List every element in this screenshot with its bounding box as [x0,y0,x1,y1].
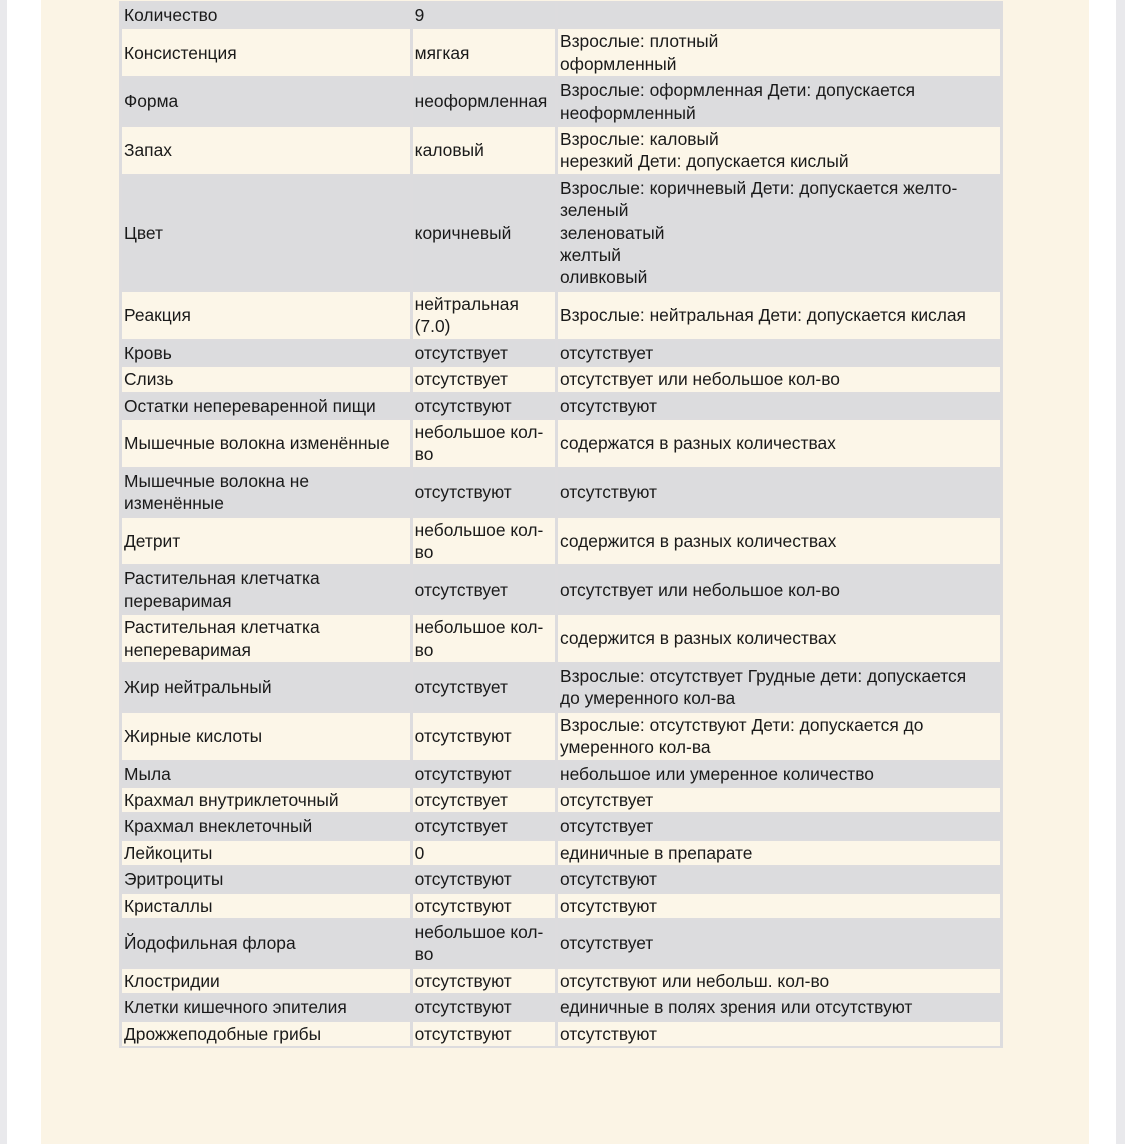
table-row [122,920,1000,967]
table-row [122,1022,1000,1046]
parameter-name-cell: Клостридии [122,969,410,993]
reference-norm-cell: отсутствует или небольшое кол-во [558,566,1000,613]
reference-norm-cell: единичные в препарате [558,841,1000,865]
result-value-cell: 9 [413,3,555,27]
parameter-name-cell: Растительная клетчатка переваримая [122,566,410,613]
result-value-cell: небольшое кол- во [413,420,555,467]
reference-norm-cell: содержится в разных количествах [558,518,1000,565]
result-value-cell: отсутствует [413,341,555,365]
result-value-cell: отсутствуют [413,995,555,1019]
result-value-cell: каловый [413,127,555,174]
reference-norm-cell: отсутствуют [558,394,1000,418]
parameter-name-cell: Запах [122,127,410,174]
result-value-cell: отсутствуют [413,969,555,993]
table-row [122,394,1000,418]
table-row [122,969,1000,993]
reference-norm-cell: отсутствуют [558,894,1000,918]
table-row [122,420,1000,467]
parameter-name-cell: Количество [122,3,410,27]
reference-norm-cell: единичные в полях зрения или отсутствуют [558,995,1000,1019]
coprogram-results-table [119,1,1003,1048]
parameter-name-cell: Жир нейтральный [122,664,410,711]
result-value-cell: отсутствуют [413,469,555,516]
table-row [122,176,1000,290]
reference-norm-cell: Взрослые: коричневый Дети: допускается желто- зеленый зеленоватый желтый оливковый [558,176,1000,290]
table-row [122,367,1000,391]
reference-norm-cell: Взрослые: плотный оформленный [558,29,1000,76]
reference-norm-cell [558,3,1000,27]
table-row [122,127,1000,174]
result-value-cell: небольшое кол- во [413,615,555,662]
reference-norm-cell: отсутствуют [558,867,1000,891]
parameter-name-cell: Форма [122,78,410,125]
result-value-cell: отсутствуют [413,394,555,418]
reference-norm-cell: содержатся в разных количествах [558,420,1000,467]
result-value-cell: отсутствуют [413,1022,555,1046]
reference-norm-cell: отсутствует или небольшое кол-во [558,367,1000,391]
table-row [122,995,1000,1019]
reference-norm-cell: отсутствует [558,814,1000,838]
result-value-cell: отсутствуют [413,713,555,760]
result-value-cell: отсутствует [413,814,555,838]
parameter-name-cell: Крахмал внутриклеточный [122,788,410,812]
table-row [122,713,1000,760]
parameter-name-cell: Цвет [122,176,410,290]
parameter-name-cell: Эритроциты [122,867,410,891]
table-row [122,566,1000,613]
reference-norm-cell: отсутствует [558,788,1000,812]
table-row [122,615,1000,662]
reference-norm-cell: отсутствуют или небольш. кол-во [558,969,1000,993]
table-row [122,469,1000,516]
result-value-cell: неоформленная [413,78,555,125]
result-value-cell: отсутствует [413,788,555,812]
result-value-cell: 0 [413,841,555,865]
result-value-cell: коричневый [413,176,555,290]
result-value-cell: небольшое кол- во [413,518,555,565]
reference-norm-cell: небольшое или умеренное количество [558,762,1000,786]
table-row [122,814,1000,838]
table-row [122,3,1000,27]
result-value-cell: небольшое кол- во [413,920,555,967]
parameter-name-cell: Мыла [122,762,410,786]
parameter-name-cell: Растительная клетчатка непереваримая [122,615,410,662]
reference-norm-cell: отсутствует [558,341,1000,365]
parameter-name-cell: Клетки кишечного эпителия [122,995,410,1019]
parameter-name-cell: Реакция [122,292,410,339]
table-row [122,788,1000,812]
parameter-name-cell: Детрит [122,518,410,565]
result-value-cell: отсутствует [413,664,555,711]
parameter-name-cell: Остатки непереваренной пищи [122,394,410,418]
table-row [122,867,1000,891]
reference-norm-cell: содержится в разных количествах [558,615,1000,662]
reference-norm-cell: отсутствует [558,920,1000,967]
parameter-name-cell: Крахмал внеклеточный [122,814,410,838]
reference-norm-cell: отсутствуют [558,1022,1000,1046]
result-value-cell: отсутствует [413,566,555,613]
result-value-cell: мягкая [413,29,555,76]
table-row [122,29,1000,76]
table-row [122,664,1000,711]
reference-norm-cell: Взрослые: оформленная Дети: допускается неоформленный [558,78,1000,125]
table-row [122,341,1000,365]
parameter-name-cell: Мышечные волокна изменённые [122,420,410,467]
reference-norm-cell: Взрослые: каловый нерезкий Дети: допускается кислый [558,127,1000,174]
reference-norm-cell: Взрослые: нейтральная Дети: допускается кислая [558,292,1000,339]
table-row [122,518,1000,565]
result-value-cell: отсутствуют [413,894,555,918]
parameter-name-cell: Консистенция [122,29,410,76]
parameter-name-cell: Кристаллы [122,894,410,918]
result-value-cell: отсутствует [413,367,555,391]
table-row [122,292,1000,339]
parameter-name-cell: Жирные кислоты [122,713,410,760]
parameter-name-cell: Слизь [122,367,410,391]
parameter-name-cell: Йодофильная флора [122,920,410,967]
parameter-name-cell: Лейкоциты [122,841,410,865]
result-value-cell: нейтральная (7.0) [413,292,555,339]
table-row [122,894,1000,918]
table-row [122,762,1000,786]
reference-norm-cell: отсутствуют [558,469,1000,516]
result-value-cell: отсутствуют [413,867,555,891]
parameter-name-cell: Дрожжеподобные грибы [122,1022,410,1046]
parameter-name-cell: Кровь [122,341,410,365]
table-row [122,78,1000,125]
results-table-body [122,3,1000,1046]
table-row [122,841,1000,865]
reference-norm-cell: Взрослые: отсутствует Грудные дети: допускается до умеренного кол-ва [558,664,1000,711]
parameter-name-cell: Мышечные волокна не изменённые [122,469,410,516]
reference-norm-cell: Взрослые: отсутствуют Дети: допускается до умеренного кол-ва [558,713,1000,760]
result-value-cell: отсутствуют [413,762,555,786]
